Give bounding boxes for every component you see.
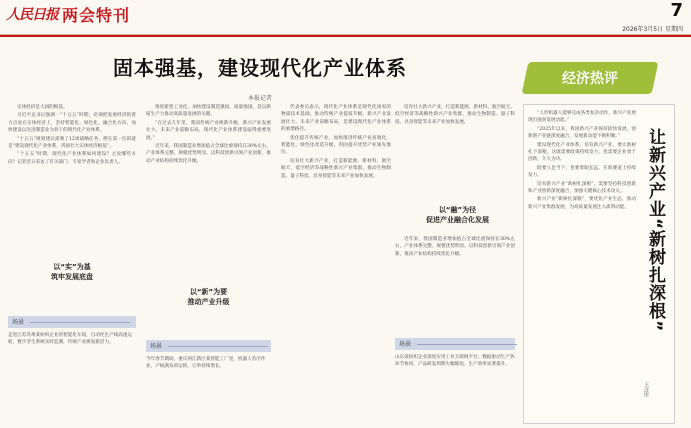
paragraph: 近年来，我国制造业增加值占全球比重保持在30%左右，产业体系完整、规模优势明显。以科技创新引领产业创新，推动产业结构持续优化升级。 (395, 237, 515, 257)
paragraph: “十五五”规划建议部署了12项战略任务，摆在第一位的就是“建设现代化产业体系，巩固壮大实体经济根基”。 (8, 136, 136, 150)
masthead (0, 0, 691, 35)
article-column-2 (146, 104, 271, 280)
paragraph: 习近平总书记强调：“十五五”时期，必须把发展经济的着力点放在实体经济上，坚持智能化、绿色化、融合化方向，加快建设以先进制造业为骨干的现代化产业体系。 (8, 113, 136, 134)
page-number: 7 (670, 0, 683, 21)
scene-label-text: 场景 (399, 341, 412, 348)
paragraph: 推进新型工业化，加快建设制造强国、质量强国，是以新质生产力推动高质量发展的关键。 (146, 105, 271, 118)
subheading-line: 以“实”为基 (53, 263, 91, 271)
paragraph: “人形机器人能够完成各类复杂动作，新兴产业展现出强劲发展动能。” (528, 111, 636, 124)
commentary-author: 王彦彤 (643, 382, 649, 397)
paragraph: 近年来，我国制造业增加值占全球比重保持在30%左右，产业体系完整、规模优势明显。以科技创新引领产业创新，推动产业结构持续优化升级。 (146, 144, 271, 164)
article-column-3 (281, 104, 391, 422)
article-column-4b (395, 236, 515, 334)
article-column-1 (8, 104, 136, 254)
subheading-line: 推动产业升级 (187, 298, 230, 306)
subheading-line: 以“融”为径 (438, 206, 477, 214)
scene-text-3: 山东某纺织企业深度应用工业互联网平台，数据驱动生产各环节协同，产品研发周期大幅缩短，生产效率显著提升。 (395, 355, 515, 368)
paragraph: “2025年以来，我国新兴产业保持较快发展，创新链产业链深度融合，发展新动能不断积聚。” (528, 126, 636, 140)
paragraph: 实体经济是大国的根基。 (17, 105, 68, 110)
section-title: 两会特刊 (62, 6, 131, 25)
paragraph: 新兴产业“新树扎深根”，要优化产业生态，推动新兴产业集群发展，为高质量发展注入澎湃动能。 (528, 197, 636, 210)
paragraph: 既要立足当下，也要着眼长远，在新赛道上持续发力。 (528, 165, 636, 179)
article-column-4 (395, 104, 515, 200)
paragraph: 培育壮大新兴产业，打造新能源、新材料、航空航天、低空经济等战略性新兴产业集群，推动生物制造、量子科技、具身智能等未来产业加快发展。 (395, 105, 515, 125)
scene-text-1: 走进江苏苏州某纺织企业的智能化车间，自动化生产线高速运转，数字孪生系统实时监测，传统产业焕发新活力。 (8, 333, 133, 346)
header-divider (0, 35, 691, 37)
subheading-line: 筑牢发展底盘 (51, 273, 93, 281)
scene-label-2 (146, 340, 271, 352)
commentary-title: 让新兴产业“新树扎深根” (645, 128, 665, 333)
subheading-2 (146, 287, 271, 307)
scene-label-text: 场景 (12, 319, 25, 326)
subheading-3 (395, 205, 520, 225)
paragraph: 培育新兴产业“新树扎深根”，需要坚持科技创新和产业创新深度融合，加强关键核心技术攻关。 (528, 181, 636, 195)
subheading-1 (8, 262, 136, 282)
subheading-line: 以“新”为要 (189, 288, 228, 296)
article-byline: 本报记者 (247, 95, 272, 102)
article-headline: 固本强基，建设现代化产业体系 (113, 56, 407, 80)
scene-label-1 (8, 316, 136, 328)
paragraph: 培育壮大新兴产业，打造新能源、新材料、航空航天、低空经济等战略性新兴产业集群，推动生物制造、量子科技、具身智能等未来产业加快发展。 (281, 158, 391, 179)
date-line: 2026年3月5日 星期四 (622, 26, 683, 33)
paragraph: “在过去几年里，我国传统产业焕新升级，新兴产业发展壮大，未来产业前瞻布局，现代化产业体系建设取得重要进展。” (146, 120, 271, 141)
scene-text-2: 今年春节期间，重庆两江新区某智能工厂里，机器人有序作业，产线满负荷运转，订单持续增长。 (146, 357, 266, 370)
paragraph: 优化提升传统产业。加快推进传统产业高端化、智能化、绿色化改造升级，巩固提升优势产业领先地位。 (281, 135, 391, 156)
scene-label-3 (395, 338, 515, 350)
subheading-line: 促进产业融合化发展 (426, 216, 489, 224)
commentary-text (528, 110, 636, 418)
paragraph: 建设现代化产业体系，培育新兴产业，要让新树扎下深根。这既需要政策持续发力，也需要企业勇于创新，久久为功。 (528, 142, 636, 163)
scene-label-text: 场景 (150, 343, 163, 350)
newspaper-logo: 人民日报 (6, 7, 58, 23)
commentary-badge (522, 62, 659, 94)
commentary-badge-label: 经济热评 (562, 71, 618, 87)
paragraph: 代表委员表示，现代化产业体系是现代化国家的物质技术基础。推动传统产业提质升级、新兴产业发展壮大、未来产业前瞻布局，是建设现代化产业体系的重要路径。 (281, 105, 391, 133)
paragraph: “十五五”时期，现代化产业体系如何建设？主攻哪些方向？记者近日采访了有关部门、专家学者和企业负责人。 (8, 152, 136, 165)
